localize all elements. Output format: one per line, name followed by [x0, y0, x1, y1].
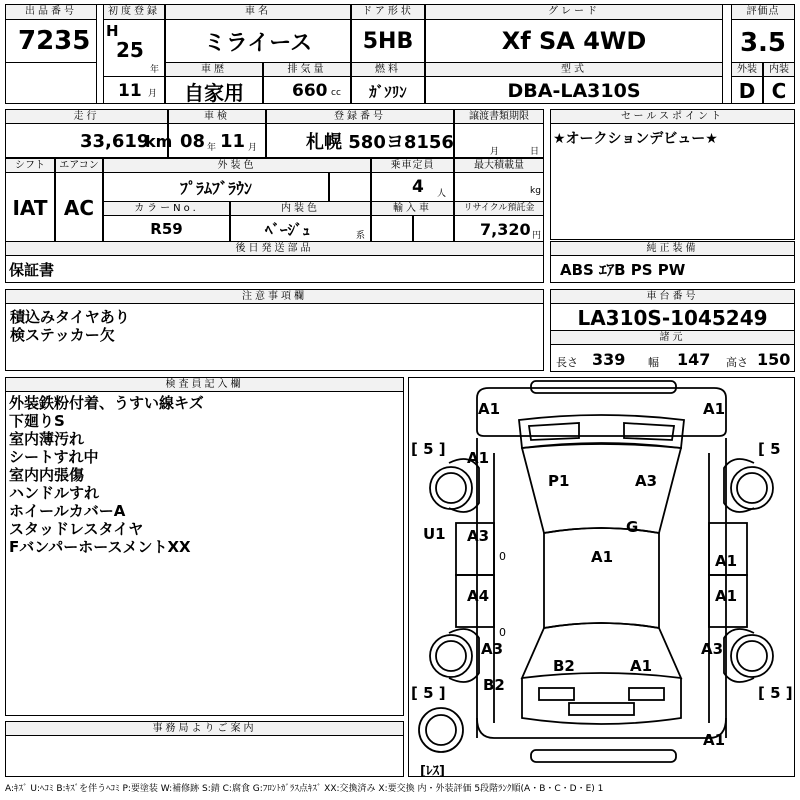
- name-label: 車名: [165, 4, 351, 20]
- damage-mark: A3: [701, 640, 724, 658]
- maxload-unit: kg: [530, 186, 541, 196]
- colorno-label: カラーNo.: [103, 201, 230, 216]
- capacity-unit: 人: [437, 189, 447, 199]
- damage-mark: A1: [467, 449, 490, 467]
- damage-mark: G: [626, 518, 639, 536]
- inspector-label: 検査員記入欄: [5, 377, 404, 392]
- equipment: ABS ｴｱB PS PW: [560, 260, 686, 279]
- door-type: 5HB: [362, 28, 414, 54]
- int-score: C: [771, 79, 787, 103]
- spec-label: 諸元: [550, 330, 795, 345]
- sales-point: ★オークションデビュー★: [553, 131, 718, 147]
- tire-mark: [ 5 ]: [411, 440, 446, 458]
- equipment-label: 純正装備: [550, 241, 795, 256]
- inspector-line: ハンドルすれ: [9, 484, 100, 502]
- displacement-label: 排気量: [263, 62, 351, 77]
- inspector-line: FバンパーホースメントXX: [9, 538, 191, 556]
- recycle-label: リサイクル預託金: [454, 201, 544, 216]
- damage-mark: A1: [715, 552, 738, 570]
- damage-mark: A1: [703, 400, 726, 418]
- inspection-month: 11: [220, 130, 246, 152]
- inspector-line: 室内薄汚れ: [9, 430, 85, 448]
- grade-label: グレード: [425, 4, 723, 20]
- spare-tire: [ﾚｽ]: [420, 764, 445, 779]
- model-label: 型式: [425, 62, 723, 77]
- transfer-label: 譲渡書類期限: [454, 109, 544, 124]
- later-parts: 保証書: [9, 260, 55, 279]
- shift-label: シフト: [5, 158, 55, 173]
- zero-mark: 0: [499, 550, 506, 563]
- damage-mark: B2: [553, 657, 575, 675]
- notes-line: 検ステッカー欠: [10, 326, 115, 344]
- import-label: 輸入車: [371, 201, 454, 216]
- damage-mark: B2: [483, 676, 505, 694]
- inspector-line: ホイールカバーA: [9, 502, 126, 520]
- damage-mark: A1: [715, 587, 738, 605]
- damage-mark: A3: [481, 640, 504, 658]
- damage-mark: A1: [630, 657, 653, 675]
- notes-label: 注意事項欄: [5, 289, 544, 304]
- height: 150: [757, 349, 791, 369]
- later-label: 後日発送部品: [5, 241, 544, 256]
- notes-line: 積込みタイヤあり: [10, 308, 130, 326]
- recycle-unit: 円: [532, 231, 542, 241]
- notes-text: [10, 308, 130, 344]
- tire-mark: [ 5 ]: [758, 684, 793, 702]
- month-unit: 月: [148, 89, 158, 99]
- lot-no: 7235: [18, 26, 91, 56]
- history-label: 車歴: [165, 62, 263, 77]
- model: DBA-LA310S: [507, 80, 641, 102]
- history: 自家用: [184, 80, 244, 105]
- mileage-unit: km: [145, 131, 173, 151]
- length-label: 長さ: [556, 356, 578, 369]
- damage-mark: U1: [423, 525, 446, 543]
- ac-label: エアコン: [55, 158, 103, 173]
- office-label: 事務局よりご案内: [5, 721, 404, 736]
- damage-diagram: [408, 377, 795, 777]
- fuel: ｶﾞｿﾘﾝ: [369, 82, 407, 101]
- exterior-color: ﾌﾟﾗﾑﾌﾞﾗｳﾝ: [179, 178, 252, 198]
- sales-label: セールスポイント: [550, 109, 795, 124]
- inspector-line: 外装鉄粉付着、うすい線キズ: [9, 394, 204, 412]
- height-label: 高さ: [726, 356, 748, 369]
- damage-mark: A1: [478, 400, 501, 418]
- inspection-year: 08: [180, 130, 206, 152]
- damage-mark: A4: [467, 587, 490, 605]
- plate-number: 札幌 580ヨ8156: [306, 132, 454, 153]
- fuel-label: 燃料: [351, 62, 425, 77]
- score-label: 評価点: [731, 4, 795, 20]
- displacement: 660: [292, 81, 328, 101]
- inspection-year-unit: 年: [207, 143, 217, 153]
- era: H: [106, 22, 119, 40]
- car-outline: [409, 378, 794, 776]
- damage-mark: A1: [591, 548, 614, 566]
- width-label: 幅: [648, 356, 659, 369]
- interior-label: 内装色: [230, 201, 371, 216]
- lot-no-label: 出品番号: [5, 4, 97, 20]
- ext-score: D: [738, 79, 756, 103]
- inspection-month-unit: 月: [248, 143, 258, 153]
- shift: IAT: [12, 196, 48, 220]
- int-label: 内装: [763, 62, 795, 77]
- maxload-label: 最大積載量: [454, 158, 544, 173]
- chassis-label: 車台番号: [550, 289, 795, 304]
- damage-mark: A3: [467, 527, 490, 545]
- length: 339: [592, 349, 626, 369]
- first-reg-label: 初度登録: [103, 4, 165, 20]
- damage-mark: P1: [548, 472, 570, 490]
- recycle-fee: 7,320: [480, 219, 531, 239]
- tire-mark: [ 5: [758, 440, 781, 458]
- ext-label: 外装: [731, 62, 763, 77]
- first-reg-month: 11: [118, 81, 142, 101]
- mileage-label: 走行: [5, 109, 168, 124]
- capacity-label: 乗車定員: [371, 158, 454, 173]
- score: 3.5: [739, 28, 787, 58]
- transfer-month-unit: 月: [490, 147, 500, 157]
- width: 147: [677, 349, 711, 369]
- aircon: AC: [63, 196, 95, 220]
- inspector-line: シートすれ中: [9, 448, 99, 466]
- year-unit: 年: [150, 65, 160, 75]
- grade: Xf SA 4WD: [501, 27, 647, 55]
- door-label: ドア形状: [351, 4, 425, 20]
- transfer-day-unit: 日: [530, 147, 540, 157]
- interior-unit: 系: [356, 231, 366, 241]
- inspector-line: スタッドレスタイヤ: [9, 520, 144, 538]
- inspector-line: 室内内張傷: [9, 466, 85, 484]
- plate-label: 登録番号: [266, 109, 454, 124]
- zero-mark: 0: [499, 626, 506, 639]
- tire-mark: [ 5 ]: [411, 684, 446, 702]
- legend: A:ｷｽﾞ U:ﾍｺﾐ B:ｷｽﾞを伴うﾍｺﾐ P:要塗装 W:補修跡 S:錆 C:腐食 G:ﾌﾛﾝﾄｶﾞﾗｽ点ｷｽﾞ XX:交換済み X:要交換 内・外装評価 5段階ﾗﾝｸ順(A・B・C・D・E) 1: [5, 784, 604, 794]
- inspector-text: [9, 394, 204, 556]
- car-name: ミライース: [203, 30, 313, 56]
- color-number: R59: [150, 220, 183, 238]
- damage-mark: A3: [635, 472, 658, 490]
- displacement-unit: cc: [331, 88, 341, 98]
- color-label: 外装色: [103, 158, 371, 173]
- first-reg-year: 25: [116, 38, 144, 62]
- inspector-line: 下廻りS: [9, 412, 65, 430]
- inspection-label: 車検: [168, 109, 266, 124]
- mileage: 33,619: [80, 130, 150, 152]
- interior-color: ﾍﾞｰｼﾞｭ: [265, 220, 311, 239]
- capacity: 4: [412, 177, 424, 197]
- damage-mark: A1: [703, 731, 726, 749]
- chassis-number: LA310S-1045249: [577, 306, 768, 330]
